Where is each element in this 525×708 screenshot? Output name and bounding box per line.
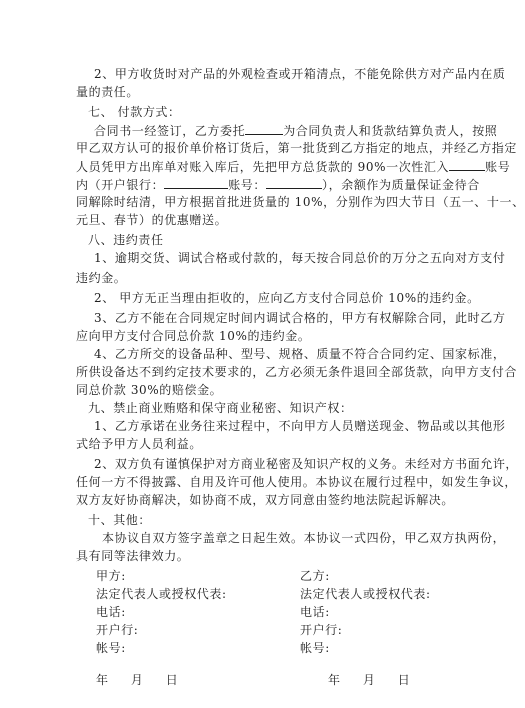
phone-a-label: 电话: — [96, 605, 126, 619]
paragraph-line: 2、 甲方无正当理由拒收的，应向乙方支付合同总价 10%的违约金。 — [94, 291, 480, 305]
paragraph-line — [76, 158, 510, 175]
paragraph-line: 1、逾期交货、调试合格或付款的，每天按合同总价的万分之五向对方支付 — [94, 251, 506, 265]
paragraph-line: 双方友好协商解决，如协商不成，双方同意由签约地法院起诉解决。 — [76, 493, 455, 507]
blank-field — [449, 158, 485, 171]
line-text: 人员凭甲方出库单对账入库后，先把甲方总货款的 90%一次性汇入 — [76, 160, 450, 174]
paragraph-line: 式给予甲方人员利益。 — [76, 437, 203, 451]
section-heading-10: 十、其他： — [88, 513, 152, 527]
line-text: 账号 — [485, 160, 511, 174]
paragraph-line: 应向甲方支付合同总价款 10%的违约金。 — [76, 329, 311, 343]
blank-field — [266, 176, 322, 189]
section-heading-8: 八、违约责任 — [88, 233, 164, 247]
party-b-label: 乙方: — [300, 569, 330, 583]
representative-a-label: 法定代表人或授权代表: — [96, 587, 227, 601]
paragraph-line: 1、乙方承诺在业务往来过程中，不向甲方人员赠送现金、物品或以其他形 — [94, 419, 506, 433]
phone-b-label: 电话: — [300, 605, 330, 619]
line-text: 为合同负责人和货款结算负责人，按照 — [283, 124, 498, 138]
account-a-label: 帐号: — [96, 641, 126, 655]
paragraph-line: 违约金。 — [76, 271, 127, 285]
blank-field — [164, 176, 228, 189]
party-a-label: 甲方: — [96, 569, 126, 583]
paragraph-line: 所供设备达不到约定技术要求的，乙方必须无条件退回全部货款，向甲方支付合 — [76, 365, 518, 379]
paragraph-line: 3、乙方不能在合同规定时间内调试合格的，甲方有权解除合同，此时乙方 — [94, 311, 506, 325]
line-text: 合同书一经签订，乙方委托 — [94, 124, 246, 138]
blank-field — [245, 122, 283, 135]
paragraph-line: 任何一方不得披露、自用及许可他人使用。本协议在履行过程中，如发生争议， — [76, 475, 518, 489]
paragraph-line: 甲乙双方认可的报价单价格订货后，第一批货到乙方指定的地点，并经乙方指定 — [76, 141, 518, 155]
date-a: 年 月 日 — [96, 673, 178, 687]
paragraph-line: 量的责任。 — [76, 85, 140, 99]
paragraph-line: 元旦、春节）的优惠赠送。 — [76, 213, 228, 227]
paragraph-line: 2、甲方收货时对产品的外观检查或开箱清点，不能免除供方对产品内在质 — [94, 67, 506, 81]
paragraph-line: 同总价款 30%的赔偿金。 — [76, 383, 223, 397]
line-text: 账号： — [228, 178, 267, 192]
paragraph-line — [94, 122, 497, 139]
line-text: 内（开户银行： — [76, 178, 165, 192]
bank-a-label: 开户行: — [96, 623, 139, 637]
paragraph-line: 2、双方负有谨慎保护对方商业秘密及知识产权的义务。未经对方书面允许， — [94, 457, 519, 471]
section-heading-9: 九、禁止商业贿赂和保守商业秘密、知识产权： — [88, 401, 353, 415]
paragraph-line: 本协议自双方签字盖章之日起生效。本协议一式四份，甲乙双方执两份， — [102, 531, 506, 545]
paragraph-line: 4、乙方所交的设备品种、型号、规格、质量不符合合同约定、国家标准， — [94, 347, 506, 361]
line-text: ），余额作为质量保证金待合 — [322, 178, 480, 192]
date-b: 年 月 日 — [328, 673, 410, 687]
account-b-label: 帐号: — [300, 641, 330, 655]
paragraph-line: 具有同等法律效力。 — [76, 549, 190, 563]
bank-b-label: 开户行: — [300, 623, 343, 637]
section-heading-7: 七、 付款方式： — [88, 105, 181, 119]
paragraph-line: 同解除时结清，甲方根据首批进货量的 10%，分别作为四大节日（五一、十一、 — [76, 195, 525, 209]
representative-b-label: 法定代表人或授权代表: — [300, 587, 431, 601]
paragraph-line — [76, 176, 480, 193]
